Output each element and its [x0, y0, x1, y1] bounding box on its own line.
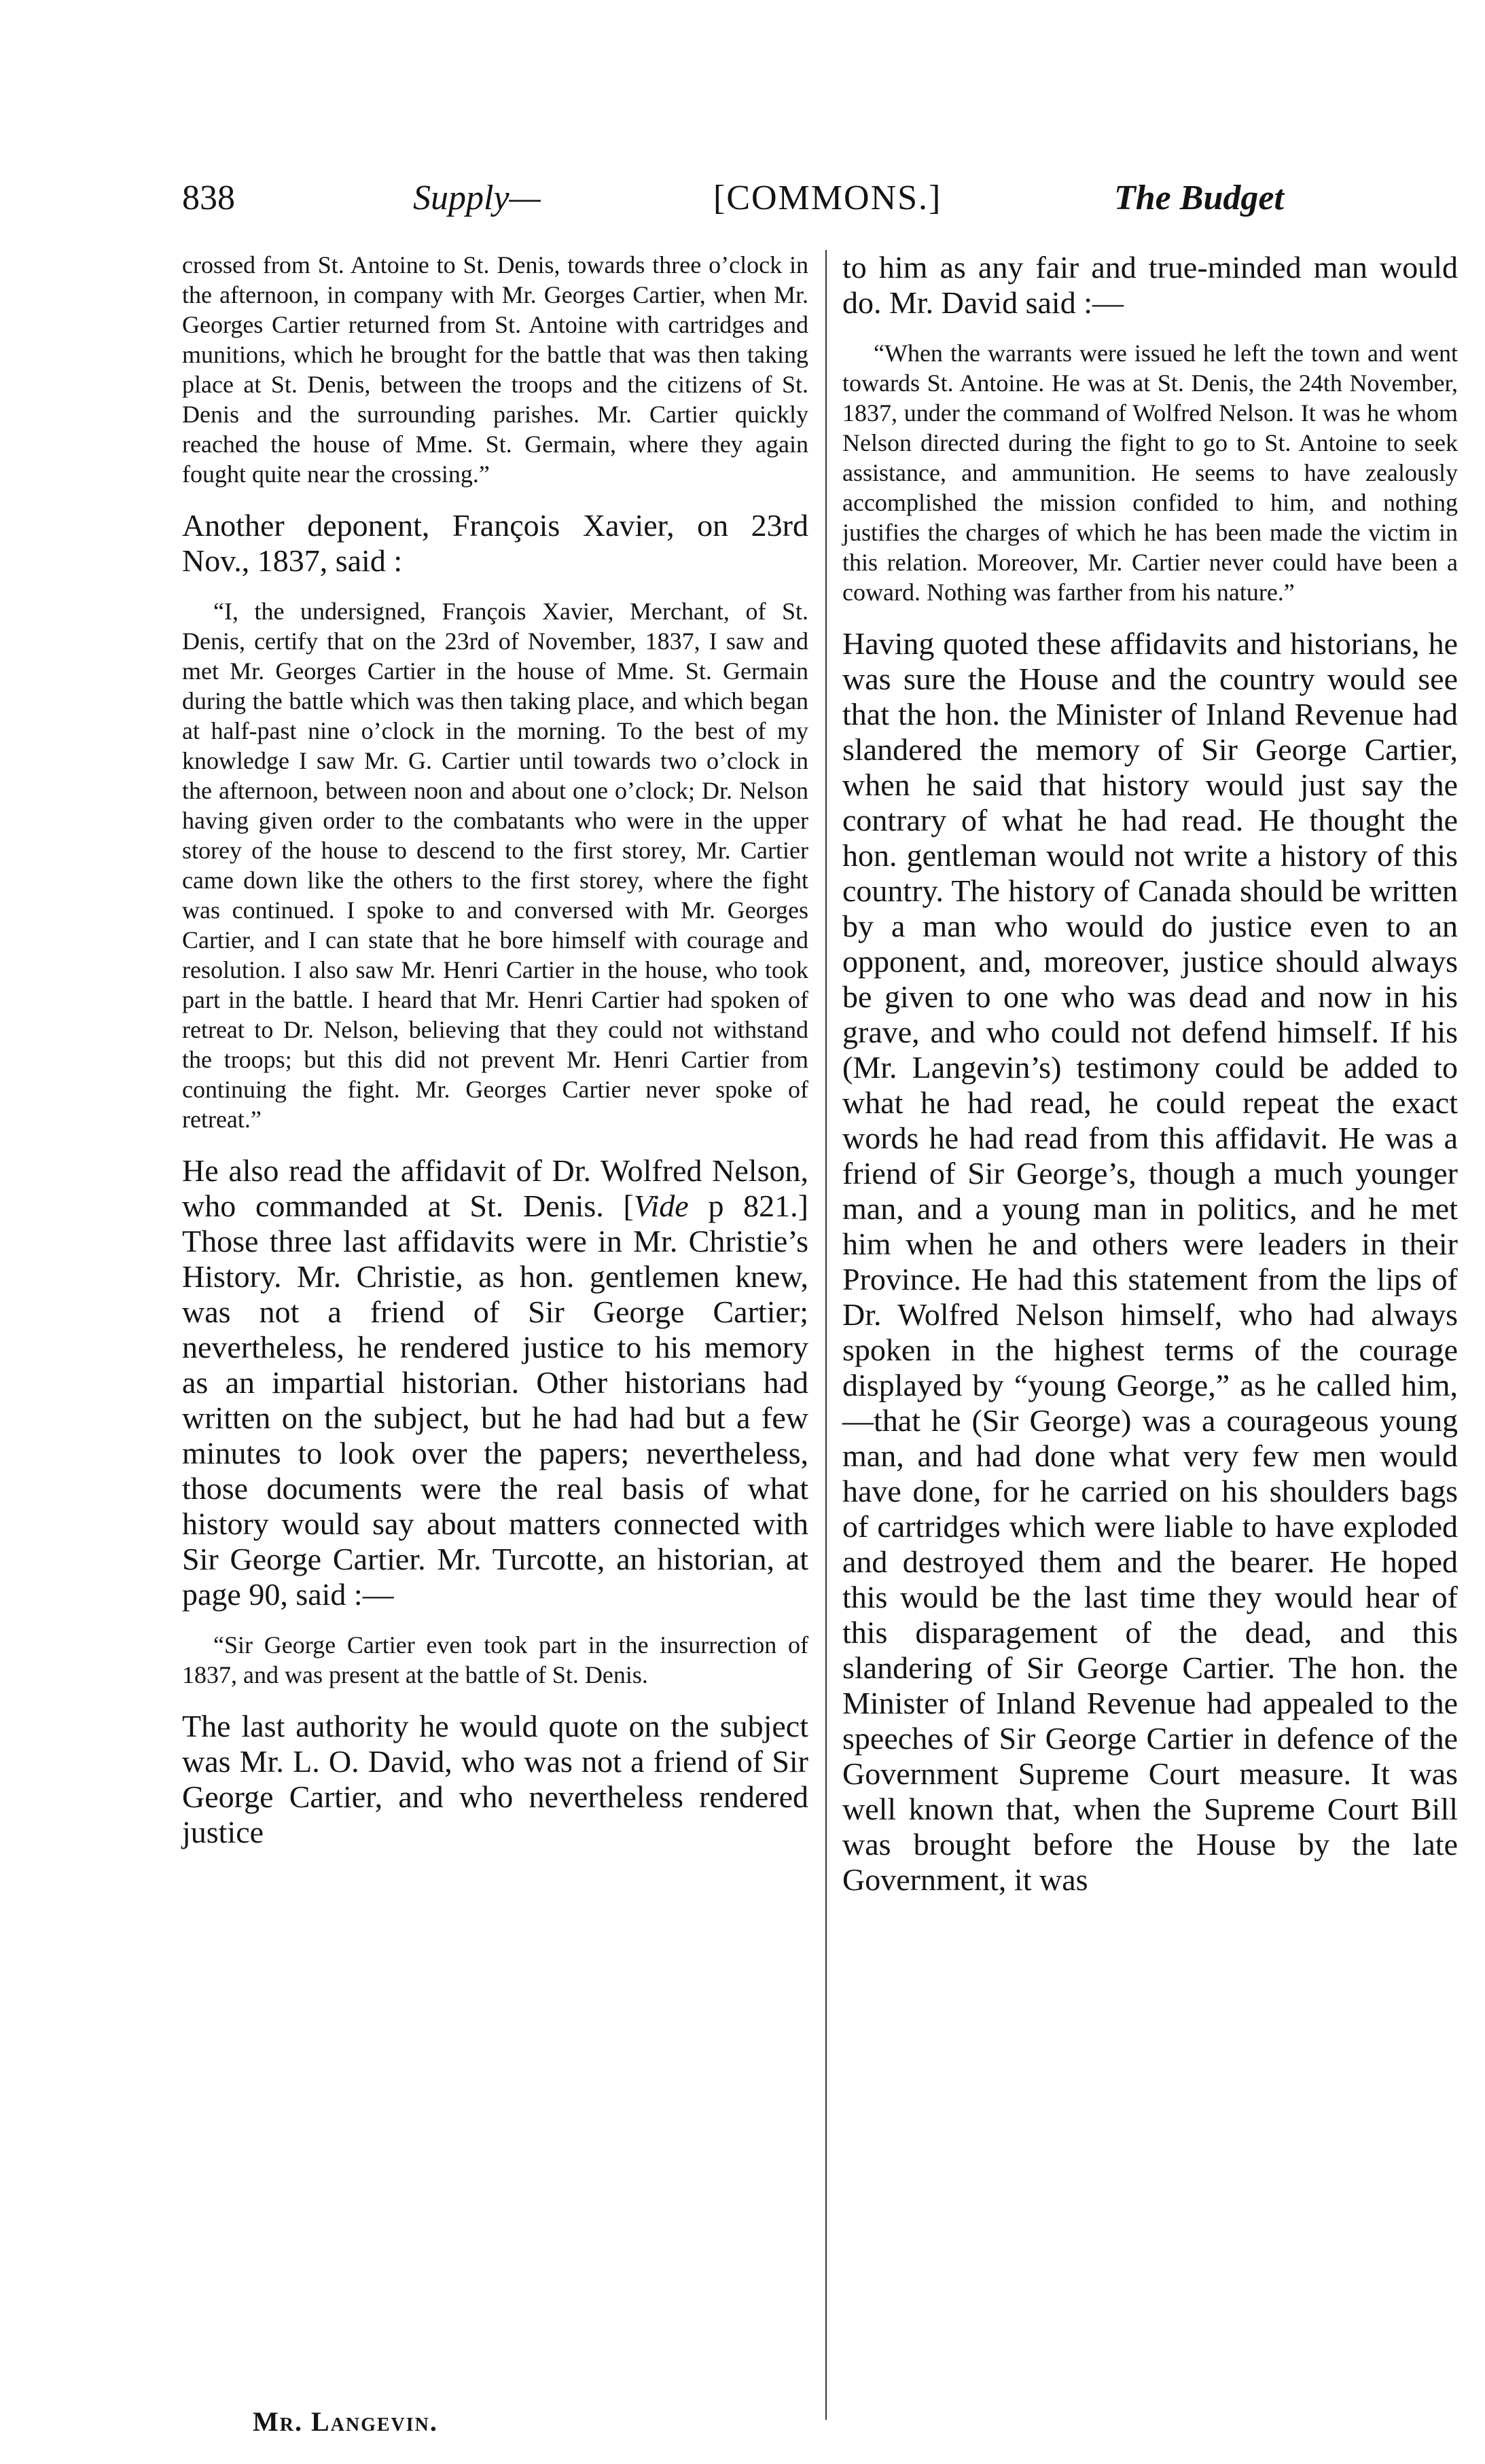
left-paragraph-last-authority: The last authority he would quote on the subject was Mr. L. O. David, who was not a friend of Sir George Cartier, and who nevertheless rendered justice — [182, 1709, 808, 1849]
right-column — [842, 250, 1458, 1915]
left-quote-xavier-affidavit: “I, the undersigned, François Xavier, Merchant, of St. Denis, certify that on the 23rd of November, 1837, I saw and met Mr. Georges Cartier in the house of Mme. St. Germain during the battle which was then taking place, and which began at half-past nine o’clock in the morning. To the best of my knowledge I saw Mr. G. Cartier until towards two o’clock in the afternoon, between noon and about one o’clock; Dr. Nelson having given order to the combatants who were in the upper storey of the house to descend to the first storey, Mr. Cartier came down like the others to the first storey, where the fight was continued. I spoke to and conversed with Mr. Georges Cartier, and I can state that he bore himself with courage and resolution. I also saw Mr. Henri Cartier in the house, who took part in the battle. I heard that Mr. Henri Cartier had spoken of retreat to Dr. Nelson, believing that they could not withstand the troops; but this did not prevent Mr. Henri Cartier from continuing the fight. Mr. Georges Cartier never spoke of retreat.” — [182, 598, 808, 1133]
speaker-name-footer: Mr. Langevin. — [253, 2406, 438, 2437]
vide-reference: Vide — [633, 1189, 689, 1223]
page-number: 838 — [182, 179, 235, 217]
left-paragraph-nelson-text-a: He also read the affidavit of Dr. Wolfred Nelson, who commanded at St. Denis. [ — [182, 1153, 808, 1223]
column-divider — [825, 250, 827, 2420]
section-title-right: The Budget — [1114, 179, 1284, 217]
right-paragraph-conclusion: Having quoted these affidavits and historians, he was sure the House and the country would see that the hon. the Minister of Inland Revenue had slandered the memory of Sir George Cartier, when he said that history would just say the contrary of what he had read. He thought the hon. gentleman would not write a history of this country. The history of Canada should be written by a man who would do justice even to an opponent, and, moreover, justice should always be given to one who was dead and now in his grave, and who could not defend himself. If his (Mr. Langevin’s) testimony could be added to what he had read, he could repeat the exact words he had read from this affidavit. He was a friend of Sir George’s, though a much younger man, and a young man in politics, and he met him when he and others were leaders in their Province. He had this statement from the lips of Dr. Wolfred Nelson himself, who had always spoken in the highest terms of the courage displayed by “young George,” as he called him,—that he (Sir George) was a courageous young man, and had done what very few men would have done, for he carried on his shoulders bags of cartridges which were liable to have exploded and destroyed them and the bearer. He hoped this would be the last time they would hear of this disparagement of the dead, and this slandering of Sir George Cartier. The hon. the Minister of Inland Revenue had appealed to the speeches of Sir George Cartier in defence of the Government Supreme Court measure. It was well known that, when the Supreme Court Bill was brought before the House by the late Government, it was — [842, 626, 1458, 1897]
left-quote-turcotte: “Sir George Cartier even took part in the insurrection of 1837, and was present at the battle of St. Denis. — [182, 1631, 808, 1688]
left-quote-continued: crossed from St. Antoine to St. Denis, towards three o’clock in the afternoon, in company with Mr. Georges Cartier, when Mr. Georges Cartier returned from St. Antoine with cartridges and munitions, which he brought for the battle that was then taking place at St. Denis, between the troops and the citizens of St. Denis and the surrounding parishes. Mr. Cartier quickly reached the house of Mme. St. Germain, where they again fought quite near the crossing.” — [182, 251, 808, 488]
left-column — [182, 250, 808, 1868]
left-paragraph-nelson-text-b: p 821.] Those three last affidavits were in Mr. Christie’s History. Mr. Christie, as hon. gentlemen knew, was not a friend of Sir George Cartier; nevertheless, he rendered justice to his memory as an impartial historian. Other historians had written on the subject, but he had had but a few minutes to look over the papers; nevertheless, those documents were the real basis of what history would say about matters connected with Sir George Cartier. Mr. Turcotte, an historian, at page 90, said :— — [182, 1189, 808, 1612]
section-title-left: Supply— — [413, 179, 541, 217]
right-quote-david: “When the warrants were issued he left the town and went towards St. Antoine. He was at St. Denis, the 24th November, 1837, under the command of Wolfred Nelson. It was he whom Nelson directed during the fight to go to St. Antoine to seek assistance, and ammunition. He seems to have zealously accomplished the mission confided to him, and nothing justifies the charges of which he has been made the victim in this relation. Moreover, Mr. Cartier never could have been a coward. Nothing was farther from his nature.” — [842, 340, 1458, 606]
left-paragraph-nelson-affidavit — [182, 1153, 808, 1612]
chamber-title: [COMMONS.] — [713, 179, 942, 217]
right-paragraph-continued: to him as any fair and true-minded man would do. Mr. David said :— — [842, 250, 1458, 320]
left-paragraph-deponent: Another deponent, François Xavier, on 23rd Nov., 1837, said : — [182, 508, 808, 578]
